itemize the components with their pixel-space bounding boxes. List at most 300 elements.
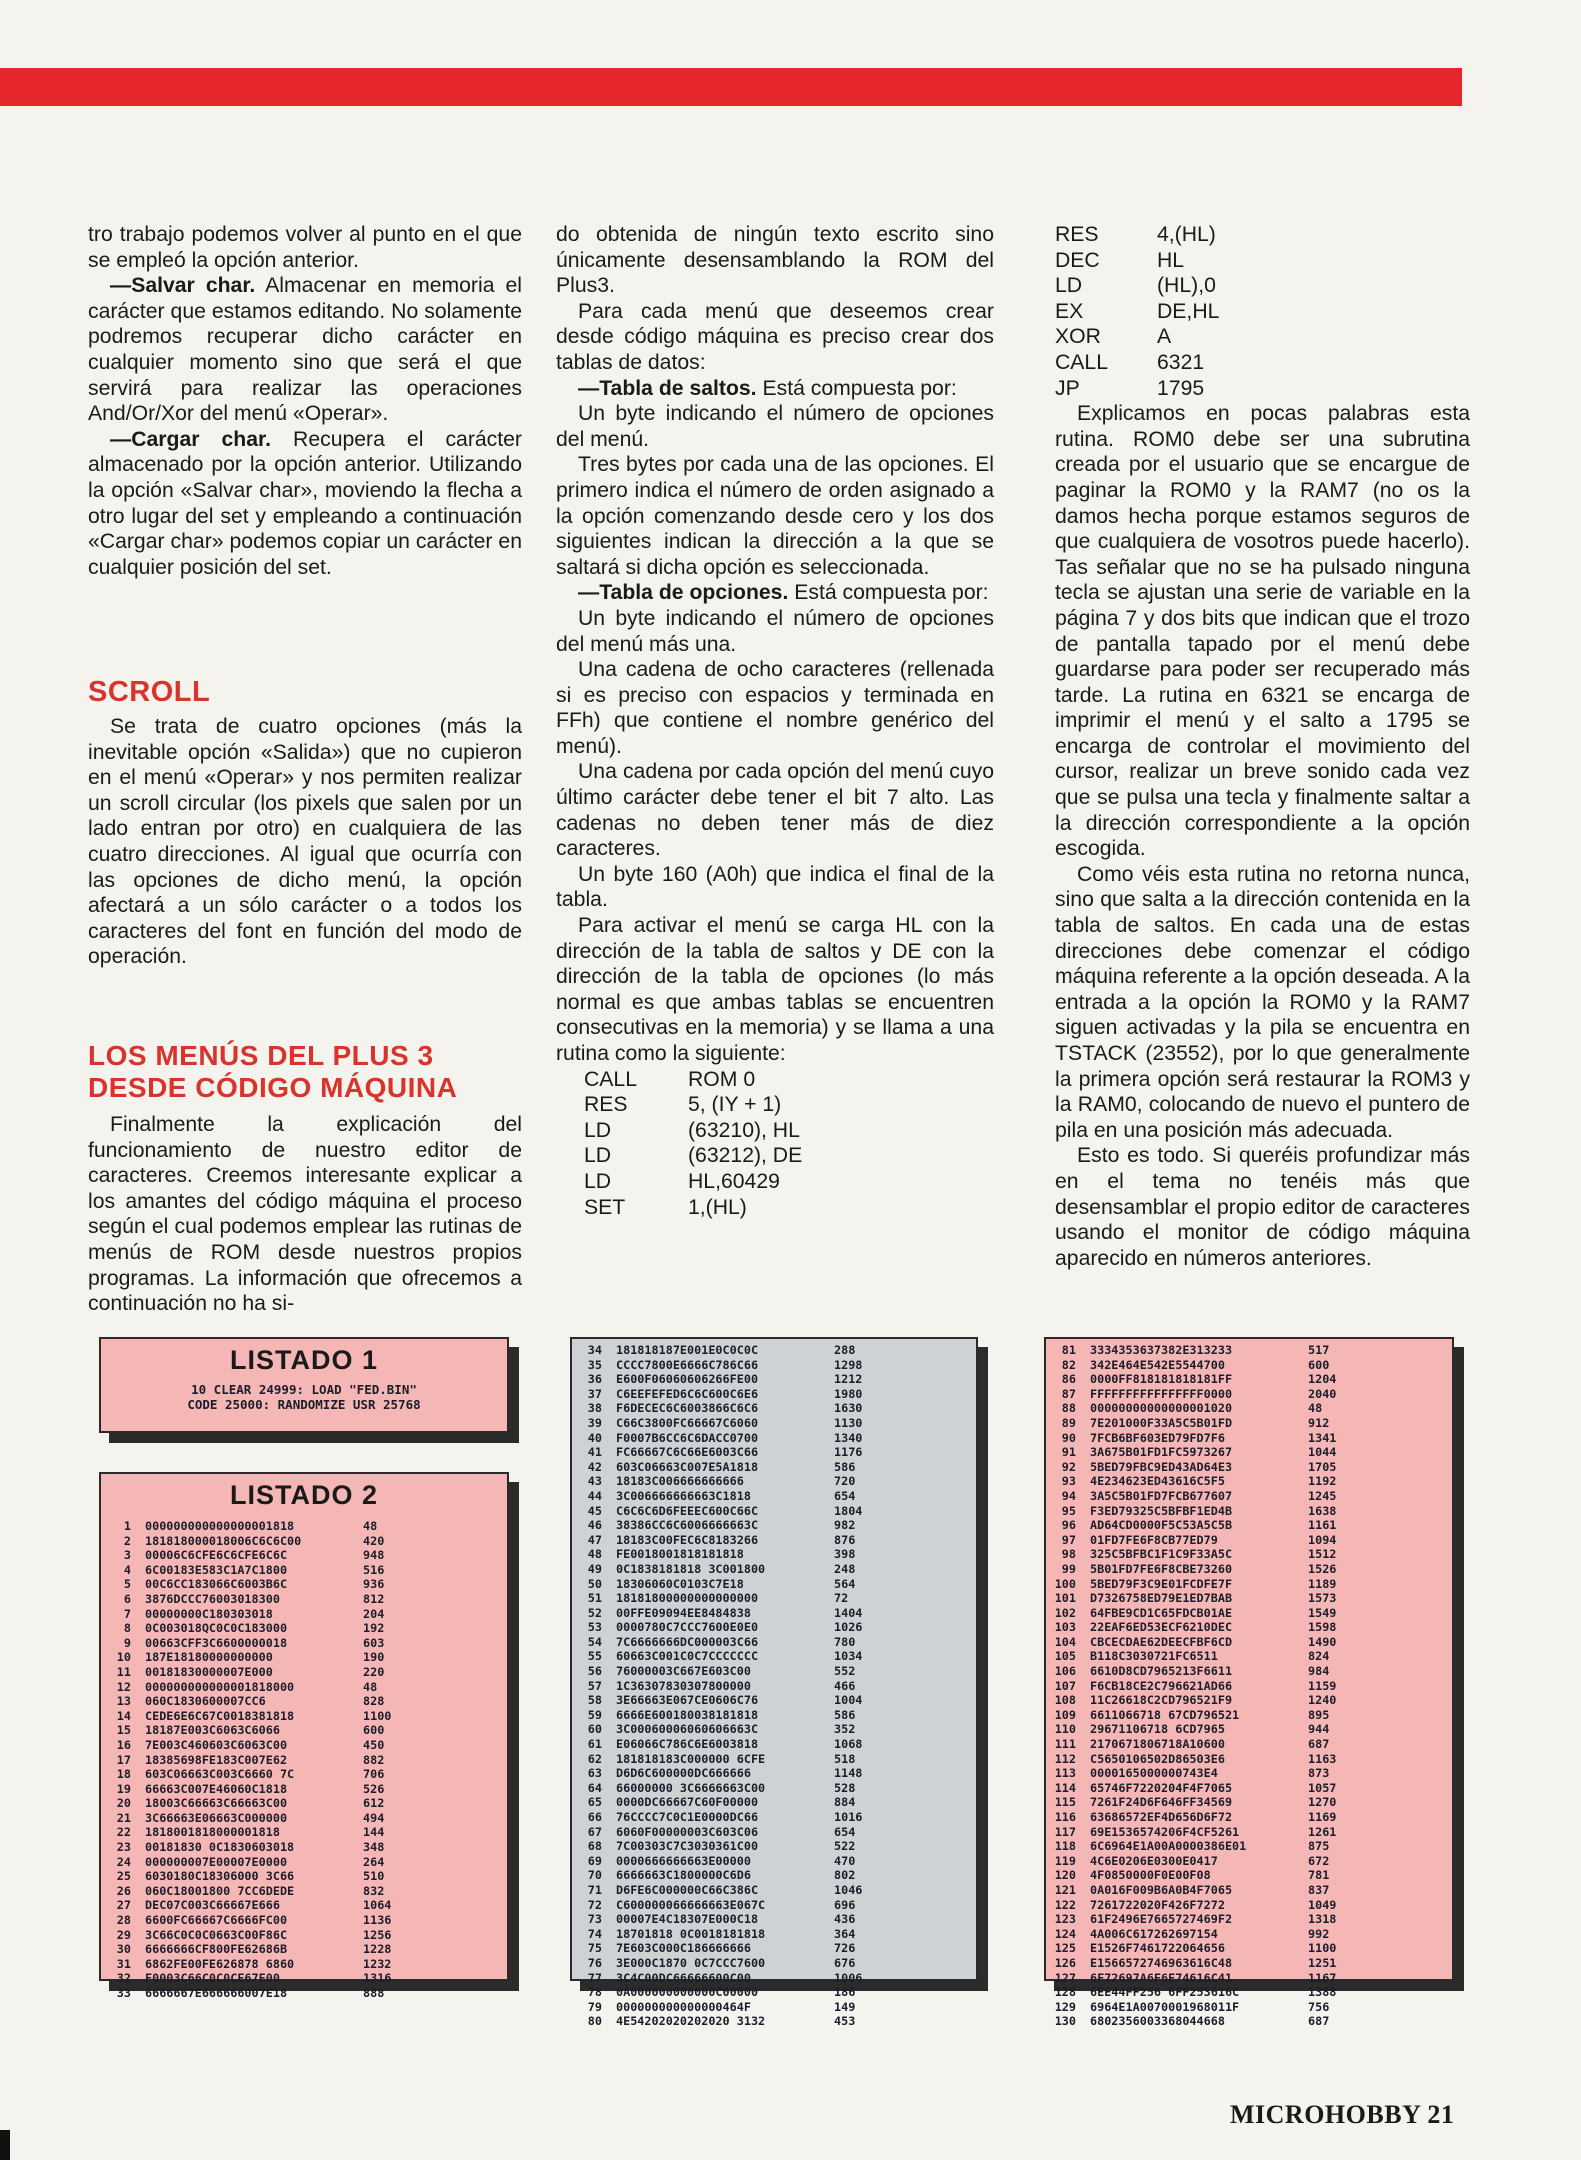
hex-data: 6666E600180038181818 xyxy=(616,1707,759,1722)
hex-data: 18181800000000000000 xyxy=(616,1591,759,1606)
checksum: 1261 xyxy=(1308,1824,1337,1839)
checksum: 936 xyxy=(363,1577,385,1592)
line-number: 42 xyxy=(587,1459,602,1474)
hex-data: 18306060C0103C7E18 xyxy=(616,1576,744,1591)
checksum: 726 xyxy=(834,1941,856,1956)
listing-row xyxy=(572,1722,976,1737)
line-number: 20 xyxy=(116,1796,131,1811)
listing-row xyxy=(572,1737,976,1752)
checksum: 676 xyxy=(834,1955,856,1970)
hex-data: 00181830 0C1830603018 xyxy=(145,1840,295,1855)
listing-row xyxy=(1046,1898,1452,1913)
hex-data: 603C06663C007E5A1818 xyxy=(616,1459,759,1474)
listing-row xyxy=(101,1607,507,1622)
hex-data: 18385698FE183C007E62 xyxy=(145,1752,288,1767)
listing-row xyxy=(1046,1868,1452,1883)
checksum: 522 xyxy=(834,1839,856,1854)
checksum: 2040 xyxy=(1308,1386,1337,1401)
listing-row xyxy=(1046,1343,1452,1358)
listing-row xyxy=(572,2000,976,2015)
line-number: 118 xyxy=(1054,1839,1076,1854)
code-op: CALL xyxy=(584,1067,637,1091)
checksum: 48 xyxy=(363,1519,378,1533)
hex-data: 64FBE9CD1C65FDCB01AE xyxy=(1090,1605,1233,1620)
hex-data: 66663C007E46060C1818 xyxy=(145,1781,288,1796)
listing-row xyxy=(101,1811,507,1826)
checksum: 888 xyxy=(363,1986,385,2000)
listing-row xyxy=(1046,1693,1452,1708)
listing-row xyxy=(1046,1766,1452,1781)
line-number: 34 xyxy=(587,1343,602,1357)
hex-data: 6610D8CD7965213F6611 xyxy=(1090,1664,1233,1679)
checksum: 264 xyxy=(363,1854,385,1869)
line-number: 18 xyxy=(116,1767,131,1782)
listado-1-line: CODE 25000: RANDOMIZE USR 25768 xyxy=(187,1397,421,1412)
hex-data: 3A675B01FD1FC5973267 xyxy=(1090,1445,1233,1460)
listado-1 xyxy=(99,1337,509,1433)
line-number: 89 xyxy=(1061,1415,1076,1430)
line-number: 39 xyxy=(587,1415,602,1430)
line-number: 33 xyxy=(116,1986,131,2000)
listado-4 xyxy=(1044,1337,1454,2029)
line-number: 46 xyxy=(587,1518,602,1533)
line-number: 126 xyxy=(1054,1955,1076,1970)
listing-row xyxy=(1046,1372,1452,1387)
line-number: 105 xyxy=(1054,1649,1076,1664)
hex-data: 000000000000001818000 xyxy=(145,1679,295,1694)
line-number: 58 xyxy=(587,1693,602,1708)
paragraph: Un byte 160 (A0h) que indica el final de la tabla. xyxy=(556,862,994,912)
line-number: 52 xyxy=(587,1605,602,1620)
line-number: 119 xyxy=(1054,1853,1076,1868)
checksum: 600 xyxy=(1308,1357,1330,1372)
listing-row xyxy=(101,1519,507,1534)
line-number: 115 xyxy=(1054,1795,1076,1810)
hex-data: 3334353637382E313233 xyxy=(1090,1343,1233,1357)
term-cargar-char: —Cargar char. xyxy=(110,427,271,451)
listing-row xyxy=(1046,1533,1452,1548)
hex-data: 7C6666666DC000003C66 xyxy=(616,1634,759,1649)
line-number: 8 xyxy=(123,1621,131,1636)
checksum: 1240 xyxy=(1308,1693,1337,1708)
hex-data: 7261F24D6F646FF34569 xyxy=(1090,1795,1233,1810)
checksum: 48 xyxy=(1308,1401,1323,1416)
line-number: 17 xyxy=(116,1752,131,1767)
hex-data: 1C36307830307800000 xyxy=(616,1678,751,1693)
listing-row xyxy=(572,1562,976,1577)
code-op: DEC xyxy=(1055,248,1100,272)
hex-data: 000000000000000464F xyxy=(616,1999,751,2014)
line-number: 92 xyxy=(1061,1459,1076,1474)
hex-data: E1566572746963616C48 xyxy=(1090,1955,1233,1970)
line-number: 104 xyxy=(1054,1634,1076,1649)
listing-row xyxy=(101,1971,507,1986)
code-arg: 4,(HL) xyxy=(1157,223,1216,246)
paragraph: Tres bytes por cada una de las opciones. El primero indica el número de orden asignado a la opción comenzando desde cero y los dos siguientes indican la dirección a la que se saltará si dicha opción es seleccionada. xyxy=(556,453,994,579)
line-number: 87 xyxy=(1061,1386,1076,1401)
hex-data: 18701818 0C0018181818 xyxy=(616,1926,766,1941)
hex-data: 29671106718 6CD7965 xyxy=(1090,1722,1225,1737)
paragraph: —Salvar char. Almacenar en memoria el carácter que estamos editando. No solamente podremos recuperar dicho carácter en cualquier momento sino que será el que servirá para realizar las operaciones And/Or/Xor del menú «Operar». xyxy=(88,274,522,426)
listing-row xyxy=(572,1693,976,1708)
code-arg: DE,HL xyxy=(1157,299,1220,323)
checksum: 144 xyxy=(363,1825,385,1840)
listing-row xyxy=(1046,1708,1452,1723)
checksum: 517 xyxy=(1308,1343,1330,1357)
checksum: 1245 xyxy=(1308,1488,1337,1503)
line-number: 94 xyxy=(1061,1488,1076,1503)
paragraph: Para cada menú que deseemos crear desde código máquina es preciso crear dos tablas de datos: xyxy=(556,299,994,374)
listing-row xyxy=(101,1942,507,1957)
line-number: 108 xyxy=(1054,1693,1076,1708)
line-number: 22 xyxy=(116,1825,131,1840)
checksum: 1046 xyxy=(834,1882,863,1897)
hex-data: 00000000000000001020 xyxy=(1090,1401,1233,1416)
listing-row xyxy=(1046,1664,1452,1679)
checksum: 248 xyxy=(834,1561,856,1576)
listing-row xyxy=(572,1883,976,1898)
line-number: 12 xyxy=(116,1679,131,1694)
line-number: 59 xyxy=(587,1707,602,1722)
checksum: 1044 xyxy=(1308,1445,1337,1460)
checksum: 873 xyxy=(1308,1766,1330,1781)
checksum: 1251 xyxy=(1308,1955,1337,1970)
hex-data: 00007E4C18307E000C18 xyxy=(616,1912,759,1927)
checksum: 48 xyxy=(363,1679,378,1694)
listing-row xyxy=(101,1855,507,1870)
checksum: 552 xyxy=(834,1664,856,1679)
listing-row xyxy=(101,1548,507,1563)
hex-data: B118C3030721FC6511 xyxy=(1090,1649,1218,1664)
checksum: 1573 xyxy=(1308,1591,1337,1606)
checksum: 1804 xyxy=(834,1503,863,1518)
code-arg: 1795 xyxy=(1157,376,1205,400)
code-op: LD xyxy=(584,1118,612,1142)
checksum: 352 xyxy=(834,1722,856,1737)
hex-data: 181818000018006C6C6C00 xyxy=(145,1533,302,1548)
paragraph: —Tabla de saltos. Está compuesta por: xyxy=(578,376,957,400)
checksum: 832 xyxy=(363,1883,385,1898)
hex-data: F3ED79325C5BFBF1ED4B xyxy=(1090,1503,1233,1518)
hex-data: FC66667C6C66E6003C66 xyxy=(616,1445,759,1460)
hex-data: C66C3800FC66667C6060 xyxy=(616,1415,759,1430)
checksum: 1638 xyxy=(1308,1503,1337,1518)
hex-data: 00000000C180303018 xyxy=(145,1606,273,1621)
listado-2 xyxy=(99,1472,509,2000)
code-op: EX xyxy=(1055,299,1084,323)
hex-data: 63686572EF4D656D6F72 xyxy=(1090,1810,1233,1824)
listing-row xyxy=(101,1957,507,1972)
hex-data: 76CCCC7C0C1E0000DC66 xyxy=(616,1810,759,1824)
code-op: XOR xyxy=(1055,325,1101,349)
code-op: LD xyxy=(1055,274,1083,298)
code-arg: 1,(HL) xyxy=(688,1195,747,1219)
line-number: 113 xyxy=(1054,1766,1076,1781)
listing-row xyxy=(101,1723,507,1738)
listado-4-rows xyxy=(1046,1339,1452,2029)
hex-data: 0000DC66667C60F00000 xyxy=(616,1795,759,1810)
hex-data: 6666666CF800FE62686B xyxy=(145,1942,288,1957)
heading-scroll: SCROLL xyxy=(88,676,211,708)
listing-row xyxy=(572,1460,976,1475)
listing-row xyxy=(1046,1752,1452,1767)
checksum: 470 xyxy=(834,1853,856,1868)
checksum: 1163 xyxy=(1308,1751,1337,1766)
paragraph: do obtenida de ningún texto escrito sino únicamente desensamblando la ROM del Plus3. xyxy=(556,223,994,298)
page-edge-mark xyxy=(0,2130,10,2160)
listing-row xyxy=(101,1796,507,1811)
listing-row xyxy=(572,1649,976,1664)
code-arg: 6321 xyxy=(1157,350,1205,374)
hex-data: 60663C001C0C7CCCCCCC xyxy=(616,1649,759,1664)
line-number: 72 xyxy=(587,1897,602,1912)
column-1-menus xyxy=(88,1112,522,1317)
line-number: 15 xyxy=(116,1723,131,1738)
hex-data: 6C0018ЗE583C1A7C1800 xyxy=(145,1562,288,1577)
checksum: 1094 xyxy=(1308,1532,1337,1547)
paragraph: Finalmente la explicación del funcionamiento de nuestro editor de caracteres. Creemos interesante explicar a los amantes del código máquina el proceso según el cual podemos emplear las rutinas de menús de ROM desde nuestros propios programas. La información que ofrecemos a continuación no ha si- xyxy=(88,1113,522,1316)
listing-row xyxy=(101,1928,507,1943)
listing-row xyxy=(101,1592,507,1607)
checksum: 1212 xyxy=(834,1372,863,1387)
checksum: 1064 xyxy=(363,1898,392,1913)
listing-row xyxy=(101,1738,507,1753)
hex-data: 00FFE09094EE8484838 xyxy=(616,1605,751,1620)
listing-row xyxy=(1046,1722,1452,1737)
hex-data: 69E1536574206F4CF5261 xyxy=(1090,1824,1240,1839)
hex-data: 7FCB6BF603ED79FD7F6 xyxy=(1090,1430,1225,1445)
listing-row xyxy=(1046,1985,1452,2000)
checksum: 1404 xyxy=(834,1605,863,1620)
line-number: 130 xyxy=(1054,2014,1076,2029)
line-number: 44 xyxy=(587,1488,602,1503)
listing-row xyxy=(101,1767,507,1782)
hex-data: F6DECEC6C6003866C6C6 xyxy=(616,1401,759,1416)
code-arg: (63210), HL xyxy=(688,1118,800,1142)
hex-data: 3E66663E067CE0606C76 xyxy=(616,1693,759,1708)
line-number: 77 xyxy=(587,1970,602,1985)
listing-row xyxy=(572,1547,976,1562)
listing-row xyxy=(1046,1518,1452,1533)
hex-data: 0C1838181818 3C001800 xyxy=(616,1561,766,1576)
checksum: 1490 xyxy=(1308,1634,1337,1649)
checksum: 1204 xyxy=(1308,1372,1337,1387)
line-number: 63 xyxy=(587,1766,602,1781)
listing-row xyxy=(572,1781,976,1796)
line-number: 78 xyxy=(587,1985,602,2000)
hex-data: 6666663C1800000C6D6 xyxy=(616,1868,751,1883)
checksum: 288 xyxy=(834,1343,856,1357)
checksum: 687 xyxy=(1308,2014,1330,2029)
checksum: 756 xyxy=(1308,1999,1330,2014)
hex-data: 181818187E001E0C0C0C xyxy=(616,1343,759,1357)
listing-row xyxy=(101,1650,507,1665)
line-number: 75 xyxy=(587,1941,602,1956)
listing-row xyxy=(572,1533,976,1548)
checksum: 720 xyxy=(834,1474,856,1489)
listing-row xyxy=(101,1709,507,1724)
code-op: LD xyxy=(584,1144,612,1168)
line-number: 51 xyxy=(587,1591,602,1606)
line-number: 125 xyxy=(1054,1941,1076,1956)
line-number: 66 xyxy=(587,1810,602,1824)
line-number: 48 xyxy=(587,1547,602,1562)
line-number: 120 xyxy=(1054,1868,1076,1883)
hex-data: CCCC7800E6666C786C66 xyxy=(616,1357,759,1372)
listing-row xyxy=(1046,1387,1452,1402)
line-number: 9 xyxy=(123,1635,131,1650)
hex-data: C600000066666663E067C xyxy=(616,1897,766,1912)
listing-row xyxy=(101,1577,507,1592)
checksum: 518 xyxy=(834,1751,856,1766)
hex-data: 0C003018QC0C0C183000 xyxy=(145,1621,288,1636)
listado-2-rows xyxy=(101,1519,507,2001)
line-number: 61 xyxy=(587,1737,602,1752)
hex-data: 000000000000000001818 xyxy=(145,1519,295,1533)
hex-data: 7E003C460603C6063C00 xyxy=(145,1737,288,1752)
hex-data: 6030180C18306000 3C66 xyxy=(145,1869,295,1884)
listing-row xyxy=(1046,1620,1452,1635)
line-number: 114 xyxy=(1054,1780,1076,1795)
listado-3 xyxy=(570,1337,978,2029)
checksum: 824 xyxy=(1308,1649,1330,1664)
listing-row xyxy=(1046,1839,1452,1854)
line-number: 4 xyxy=(123,1562,131,1577)
checksum: 1176 xyxy=(834,1445,863,1460)
listing-row xyxy=(1046,1547,1452,1562)
line-number: 123 xyxy=(1054,1912,1076,1927)
checksum: 1298 xyxy=(834,1357,863,1372)
listing-row xyxy=(572,1679,976,1694)
listing-row xyxy=(101,1563,507,1578)
line-number: 54 xyxy=(587,1634,602,1649)
line-number: 97 xyxy=(1061,1532,1076,1547)
listing-row xyxy=(101,1694,507,1709)
checksum: 436 xyxy=(834,1912,856,1927)
line-number: 99 xyxy=(1061,1561,1076,1576)
hex-data: 66000000 3C6666663C00 xyxy=(616,1780,766,1795)
checksum: 612 xyxy=(363,1796,385,1811)
hex-data: 0000666666663E00000 xyxy=(616,1853,751,1868)
checksum: 1549 xyxy=(1308,1605,1337,1620)
checksum: 780 xyxy=(834,1634,856,1649)
checksum: 72 xyxy=(834,1591,849,1606)
column-2 xyxy=(556,222,994,1220)
checksum: 348 xyxy=(363,1840,385,1855)
listing-row xyxy=(101,1753,507,1768)
hex-data: D6D6C600000DC666666 xyxy=(616,1766,751,1781)
checksum: 1167 xyxy=(1308,1970,1337,1985)
checksum: 1341 xyxy=(1308,1430,1337,1445)
checksum: 1148 xyxy=(834,1766,863,1781)
column-3 xyxy=(1055,222,1470,1271)
line-number: 100 xyxy=(1054,1576,1076,1591)
hex-data: 6862FE00FE626878 6860 xyxy=(145,1956,295,1971)
listing-row xyxy=(572,1854,976,1869)
checksum: 1026 xyxy=(834,1620,863,1635)
line-number: 1 xyxy=(123,1519,131,1533)
hex-data: 3E000C1870 0C7CCC7600 xyxy=(616,1955,766,1970)
paragraph: —Cargar char. Recupera el carácter almacenado por la opción anterior. Utilizando la opción «Salvar char», moviendo la flecha a otro lugar del set y empleando a continuación «Cargar char» podemos copiar un carácter en cualquier posición del set. xyxy=(88,427,522,579)
line-number: 40 xyxy=(587,1430,602,1445)
code-arg: (63212), DE xyxy=(688,1144,803,1168)
line-number: 32 xyxy=(116,1971,131,1986)
listing-row xyxy=(572,1635,976,1650)
checksum: 1270 xyxy=(1308,1795,1337,1810)
listing-row xyxy=(572,1577,976,1592)
line-number: 29 xyxy=(116,1927,131,1942)
checksum: 1318 xyxy=(1308,1912,1337,1927)
line-number: 93 xyxy=(1061,1474,1076,1489)
hex-data: 01FD7FE6F8CB77ED79 xyxy=(1090,1532,1218,1547)
code-arg: HL xyxy=(1157,248,1185,272)
hex-data: 6F72697A6F6E74616C41 xyxy=(1090,1970,1233,1985)
checksum: 398 xyxy=(834,1547,856,1562)
checksum: 882 xyxy=(363,1752,385,1767)
line-number: 90 xyxy=(1061,1430,1076,1445)
checksum: 1526 xyxy=(1308,1561,1337,1576)
code-block-1 xyxy=(584,1067,994,1221)
hex-data: 187E18180000000000 xyxy=(145,1650,273,1665)
line-number: 102 xyxy=(1054,1605,1076,1620)
checksum: 1340 xyxy=(834,1430,863,1445)
checksum: 828 xyxy=(363,1694,385,1709)
line-number: 6 xyxy=(123,1591,131,1606)
line-number: 117 xyxy=(1054,1824,1076,1839)
checksum: 1228 xyxy=(363,1942,392,1957)
line-number: 43 xyxy=(587,1474,602,1489)
checksum: 948 xyxy=(363,1548,385,1563)
checksum: 687 xyxy=(1308,1737,1330,1752)
paragraph: Para activar el menú se carga HL con la dirección de la tabla de saltos y DE con la dirección de la tabla de opciones (lo más normal es que ambas tablas se encuentren consecutivas en la memoria) y se llama a una rutina como la siguiente: xyxy=(556,914,994,1065)
checksum: 1316 xyxy=(363,1971,392,1986)
listing-row xyxy=(572,1431,976,1446)
listing-row xyxy=(572,1591,976,1606)
listing-row xyxy=(572,1941,976,1956)
listing-row xyxy=(101,1636,507,1651)
listing-row xyxy=(1046,1577,1452,1592)
line-number: 81 xyxy=(1061,1343,1076,1357)
checksum: 1232 xyxy=(363,1956,392,1971)
checksum: 1130 xyxy=(834,1415,863,1430)
checksum: 1068 xyxy=(834,1737,863,1752)
listing-row xyxy=(1046,1927,1452,1942)
listing-row xyxy=(572,1810,976,1825)
hex-data: CEDE6E6C67C0018381818 xyxy=(145,1708,295,1723)
hex-data: FE0018001818181818 xyxy=(616,1547,744,1562)
hex-data: 060C1830600007CC6 xyxy=(145,1694,266,1709)
code-arg: (HL),0 xyxy=(1157,274,1216,298)
listing-row xyxy=(1046,1358,1452,1373)
listing-row xyxy=(572,1708,976,1723)
column-1-scroll xyxy=(88,714,522,970)
listing-row xyxy=(572,1343,976,1358)
checksum: 149 xyxy=(834,1999,856,2014)
hex-data: D7326758ED79E1ED7BAB xyxy=(1090,1591,1233,1606)
checksum: 654 xyxy=(834,1488,856,1503)
hex-data: 4C6E0206E0300E0417 xyxy=(1090,1853,1218,1868)
hex-data: 6611066718 67CD796521 xyxy=(1090,1707,1240,1722)
line-number: 21 xyxy=(116,1810,131,1825)
line-number: 79 xyxy=(587,1999,602,2014)
checksum: 364 xyxy=(834,1926,856,1941)
listing-row xyxy=(1046,1416,1452,1431)
line-number: 98 xyxy=(1061,1547,1076,1562)
line-number: 49 xyxy=(587,1561,602,1576)
hex-data: 18183C00FEC6C8183266 xyxy=(616,1532,759,1547)
hex-data: 1818001818000001818 xyxy=(145,1825,280,1840)
hex-data: 7C00303C7C3030361C00 xyxy=(616,1839,759,1854)
